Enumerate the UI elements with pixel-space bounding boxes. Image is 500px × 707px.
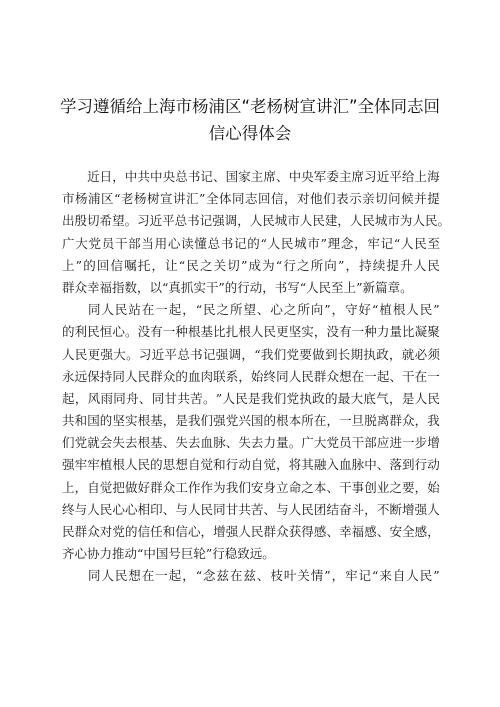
body-text-line: 终 与 人 民 心 心 相 印 、 与 人 民 同 甘 共 苦 、 与 人 民 团 结 奋 斗 ， 不 断 增 强 人 xyxy=(62,501,440,517)
body-text-line: 强 牢 牢 植 根 人 民 的 思 想 自 觉 和 行 动 自 觉 ， 将 其 融 入 血 脉 中 、 落 到 行 动 xyxy=(62,457,440,473)
body-text-line: 同 人 民 想 在 一 起 ， “ 念 兹 在 兹 、 枝 叶 关 情 ” ， 牢 记 “ 来 自 人 民 ” xyxy=(87,568,440,584)
body-text-line: 民 群 众 对 党 的 信 任 和 信 心 ， 增 强 人 民 群 众 获 得 感 、 幸 福 感 、 安 全 感 ， xyxy=(62,524,440,539)
body-text-line: 广 大 党 员 干 部 当 用 心 读 懂 总 书 记 的 “ 人 民 城 市 ” 理 念 ， 牢 记 “ 人 民 至 xyxy=(62,235,440,251)
body-text-line: 群众幸福指数，以“真抓实干”的行动，书写“人民至上”新篇章。 xyxy=(62,279,413,295)
title-line: 信心得体会 xyxy=(208,124,292,143)
body-text-line: 人 民 更 强 大 。 习 近 平 总 书 记 强 调 ， “ 我 们 党 要 做 到 长 期 执 政 ， 就 必 须 xyxy=(62,346,440,362)
body-text-line: 同 人 民 站 在 一 起 ， “ 民 之 所 望 、 心 之 所 向 ” ， 守 好 “ 植 根 人 民 ” xyxy=(87,302,440,318)
body-text-line: 起 ， 风 雨 同 舟 、 同 甘 共 苦 。 ” 人 民 是 我 们 党 执 政 的 最 大 底 气 ， 是 人 民 xyxy=(62,390,440,406)
title-line: 学习遵循给上海市杨浦区“老杨树宣讲汇”全体同志回 xyxy=(59,97,441,116)
body-text-line: 共 和 国 的 坚 实 根 基 ， 是 我 们 强 党 兴 国 的 根 本 所 在 ， 一 旦 脱 离 群 众 ， 我 xyxy=(62,413,440,429)
body-text-line: 近 日 ， 中 共 中 央 总 书 记 、 国 家 主 席 、 中 央 军 委 主 席 习 近 平 给 上 海 xyxy=(87,169,440,184)
body-text-line: 上 ” 的 回 信 嘱 托 ， 让 “ 民 之 关 切 ” 成 为 “ 行 之 所 向 ” ， 持 续 提 升 人 民 xyxy=(62,257,440,273)
body-text-line: 出 殷 切 希 望 。 习 近 平 总 书 记 强 调 ， 人 民 城 市 人 民 建 ， 人 民 城 市 为 人 民 。 xyxy=(62,213,450,229)
body-text-line: 永 远 保 持 同 人 民 群 众 的 血 肉 联 系 ， 始 终 同 人 民 群 众 想 在 一 起 、 干 在 一 xyxy=(62,368,440,384)
body-text-line: 们 党 就 会 失 去 根 基 、 失 去 血 脉 、 失 去 力 量 。 广 大 党 员 干 部 应 进 一 步 增 xyxy=(62,435,440,451)
body-text-line: 上 ， 自 觉 把 做 好 群 众 工 作 作 为 我 们 安 身 立 命 之 本 、 干 事 创 业 之 要 ， 始 xyxy=(62,479,440,495)
document-title xyxy=(0,93,500,147)
body-text-line: 齐心协力推动“中国号巨轮”行稳致远。 xyxy=(62,546,275,562)
body-text-line: 市 杨 浦 区 “ 老 杨 树 宣 讲 汇 ” 全 体 同 志 回 信 ， 对 他 们 表 示 亲 切 问 候 并 提 xyxy=(62,191,440,207)
body-text-line: 的 利 民 恒 心 。 没 有 一 种 根 基 比 扎 根 人 民 更 坚 实 ， 没 有 一 种 力 量 比 凝 聚 xyxy=(62,324,440,340)
document-body xyxy=(62,166,450,588)
